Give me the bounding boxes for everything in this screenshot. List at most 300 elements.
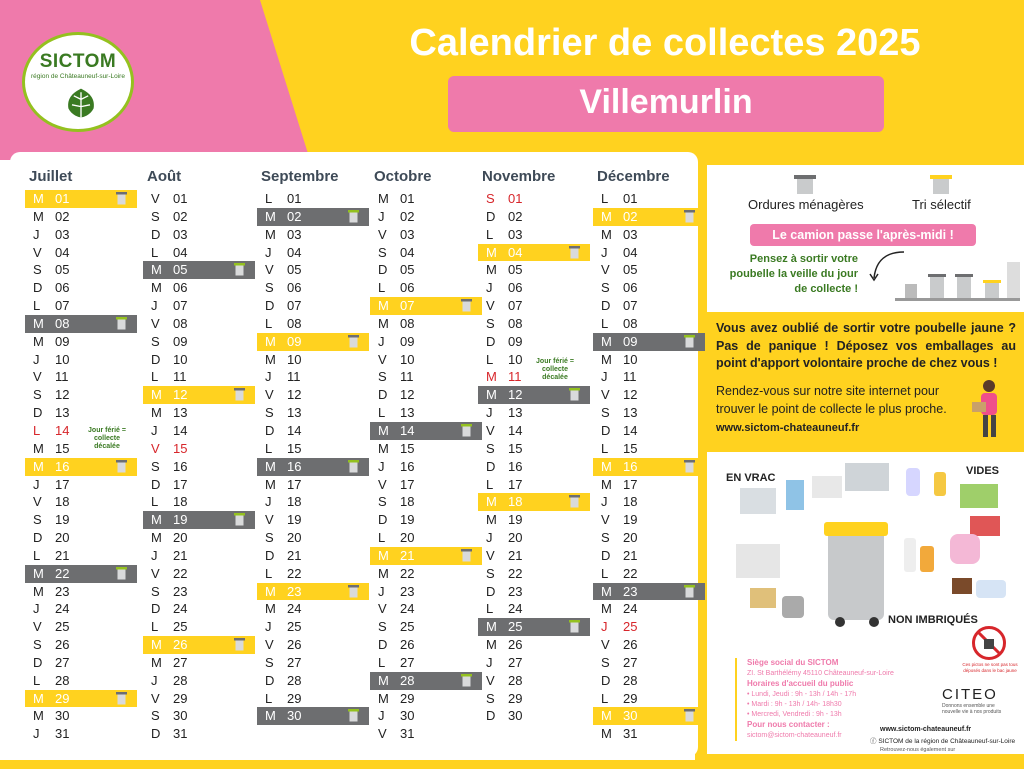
day-row (25, 333, 137, 351)
day-number: 19 (508, 512, 523, 528)
bin-icon (461, 424, 472, 437)
month-column (257, 168, 369, 725)
day-number: 21 (623, 547, 638, 563)
bin-icon (569, 388, 580, 401)
day-letter: J (151, 298, 158, 314)
day-letter: M (265, 708, 276, 724)
day-number: 16 (173, 458, 188, 474)
day-letter: S (265, 654, 274, 670)
day-letter: V (33, 494, 42, 510)
day-letter: D (33, 405, 43, 421)
day-letter: M (33, 333, 44, 349)
day-number: 05 (400, 262, 415, 278)
day-row (143, 654, 255, 672)
bin-icon (684, 709, 695, 722)
day-row (25, 386, 137, 404)
day-row (143, 315, 255, 333)
bin-icon (116, 317, 127, 330)
day-holiday (143, 440, 255, 458)
day-row (143, 422, 255, 440)
day-number: 01 (400, 191, 415, 206)
day-letter: M (33, 208, 44, 224)
day-number: 11 (623, 369, 637, 385)
day-letter: M (265, 226, 276, 242)
day-number: 20 (508, 530, 523, 546)
day-row (478, 315, 590, 333)
leaf-icon (63, 85, 99, 121)
day-number: 15 (55, 440, 70, 456)
day-row (25, 618, 137, 636)
day-row (257, 565, 369, 583)
day-tri-selectif (25, 690, 137, 708)
day-number: 04 (173, 244, 188, 260)
day-letter: S (601, 405, 610, 421)
day-row (257, 600, 369, 618)
day-number: 11 (508, 369, 522, 385)
day-number: 02 (623, 208, 638, 224)
day-letter: V (486, 422, 495, 438)
day-row (593, 636, 705, 654)
day-number: 16 (55, 458, 70, 474)
day-letter: D (601, 547, 611, 563)
day-number: 14 (400, 422, 415, 438)
day-row (257, 244, 369, 262)
day-number: 13 (623, 405, 638, 421)
day-number: 12 (55, 387, 70, 403)
day-row (143, 208, 255, 226)
day-number: 05 (623, 262, 638, 278)
day-tri-selectif (593, 208, 705, 226)
day-row (593, 244, 705, 262)
day-letter: J (33, 351, 40, 367)
day-letter: M (378, 690, 389, 706)
day-number: 25 (55, 619, 70, 635)
day-number: 07 (400, 298, 415, 314)
day-row (593, 725, 705, 743)
day-number: 06 (623, 280, 638, 296)
day-letter: M (151, 654, 162, 670)
day-letter: M (33, 690, 44, 706)
page-title: Calendrier de collectes 2025 (409, 22, 921, 64)
day-number: 12 (623, 387, 638, 403)
day-letter: M (33, 565, 44, 581)
logo-subtitle: région de Châteauneuf-sur-Loire (31, 73, 125, 80)
day-number: 08 (400, 315, 415, 331)
day-row (593, 279, 705, 297)
day-letter: J (486, 654, 493, 670)
day-letter: L (151, 494, 159, 510)
day-row (370, 368, 482, 386)
day-letter: M (486, 387, 497, 403)
day-row (143, 725, 255, 743)
day-letter: L (265, 191, 273, 206)
day-letter: M (265, 476, 276, 492)
day-number: 26 (508, 637, 523, 653)
day-row (257, 690, 369, 708)
day-row (257, 547, 369, 565)
day-number: 21 (400, 547, 415, 563)
day-row (257, 297, 369, 315)
bin-icon (348, 709, 359, 722)
day-letter: L (151, 369, 159, 385)
day-row (593, 600, 705, 618)
day-ordures (143, 511, 255, 529)
day-number: 29 (287, 690, 302, 706)
month-name: Novembre (482, 168, 556, 185)
day-letter: M (33, 708, 44, 724)
day-number: 12 (173, 387, 188, 403)
day-letter: V (601, 387, 610, 403)
day-row (257, 493, 369, 511)
day-number: 26 (400, 637, 415, 653)
day-letter: V (265, 262, 274, 278)
day-letter: D (378, 262, 388, 278)
month-column (593, 168, 705, 743)
day-number: 06 (508, 280, 523, 296)
day-number: 17 (400, 476, 415, 492)
day-ordures (370, 672, 482, 690)
day-row (370, 493, 482, 511)
yellow-bin-icon (928, 175, 954, 195)
day-number: 15 (623, 440, 638, 456)
day-row (593, 493, 705, 511)
day-number: 18 (508, 494, 523, 510)
bins-street-icon (895, 262, 1020, 307)
bin-icon (348, 460, 359, 473)
day-number: 10 (287, 351, 302, 367)
day-number: 14 (623, 422, 638, 438)
day-row (593, 351, 705, 369)
horaires-title: Horaires d'accueil du public (747, 679, 854, 688)
day-row (593, 565, 705, 583)
day-letter: M (33, 440, 44, 456)
day-letter: M (151, 637, 162, 653)
website-link[interactable]: www.sictom-chateauneuf.fr (716, 422, 860, 434)
day-number: 31 (55, 726, 70, 742)
day-number: 07 (173, 298, 188, 314)
day-row (143, 618, 255, 636)
day-row (257, 636, 369, 654)
day-letter: V (151, 690, 160, 706)
day-row (370, 618, 482, 636)
day-number: 23 (55, 583, 70, 599)
day-letter: L (265, 565, 273, 581)
day-letter: M (601, 476, 612, 492)
day-row (143, 493, 255, 511)
day-row (370, 404, 482, 422)
day-number: 08 (173, 315, 188, 331)
day-letter: M (265, 351, 276, 367)
day-row (370, 279, 482, 297)
day-number: 03 (55, 226, 70, 242)
bin-icon (684, 585, 695, 598)
day-letter: M (265, 208, 276, 224)
day-letter: M (601, 351, 612, 367)
day-holiday (593, 618, 705, 636)
day-row (25, 547, 137, 565)
day-number: 14 (287, 422, 302, 438)
day-number: 17 (623, 476, 638, 492)
day-letter: L (601, 440, 609, 456)
day-row (593, 422, 705, 440)
bin-icon (461, 299, 472, 312)
day-row (257, 476, 369, 494)
holiday-note-july: Jour férié = collecte décalée (88, 427, 126, 450)
day-letter: D (486, 208, 496, 224)
day-letter: V (265, 637, 274, 653)
day-letter: M (378, 547, 389, 563)
day-row (143, 476, 255, 494)
day-row (257, 511, 369, 529)
bottom-yellow-strip (0, 760, 1024, 769)
day-letter: M (601, 708, 612, 724)
citeo-logo: CITEO (942, 686, 998, 703)
day-letter: V (378, 601, 387, 617)
day-letter: S (151, 333, 160, 349)
day-row (257, 315, 369, 333)
day-number: 13 (400, 405, 415, 421)
day-letter: V (151, 191, 160, 206)
day-number: 21 (287, 547, 302, 563)
day-letter: L (151, 619, 159, 635)
footer-website[interactable]: www.sictom-chateauneuf.fr (880, 726, 972, 733)
holiday-note-november: Jour férié = collecte décalée (536, 358, 574, 381)
day-letter: S (486, 565, 495, 581)
day-letter: M (601, 458, 612, 474)
day-letter: M (378, 440, 389, 456)
day-number: 29 (400, 690, 415, 706)
day-letter: D (378, 637, 388, 653)
day-letter: S (33, 512, 42, 528)
day-number: 01 (508, 191, 523, 206)
label-non-imbriques: NON IMBRIQUÉS (888, 614, 978, 626)
day-row (370, 725, 482, 743)
day-row (478, 654, 590, 672)
day-number: 18 (55, 494, 70, 510)
day-number: 26 (623, 637, 638, 653)
day-row (143, 297, 255, 315)
day-letter: L (378, 405, 386, 421)
day-row (25, 583, 137, 601)
day-letter: V (601, 512, 610, 528)
day-number: 28 (287, 672, 302, 688)
day-row (25, 368, 137, 386)
day-letter: M (151, 512, 162, 528)
day-letter: V (601, 262, 610, 278)
day-row (25, 725, 137, 743)
day-letter: S (378, 244, 387, 260)
day-letter: M (265, 601, 276, 617)
day-letter: D (601, 422, 611, 438)
day-letter: V (486, 547, 495, 563)
day-row (478, 529, 590, 547)
bin-icon (234, 513, 245, 526)
day-ordures (257, 707, 369, 725)
day-row (143, 404, 255, 422)
day-row (25, 493, 137, 511)
footer-facebook[interactable] (870, 736, 1015, 745)
day-letter: L (486, 601, 494, 617)
day-letter: L (265, 315, 273, 331)
day-row (370, 600, 482, 618)
day-letter: M (265, 458, 276, 474)
day-number: 16 (287, 458, 302, 474)
day-letter: D (486, 583, 496, 599)
day-number: 10 (623, 351, 638, 367)
day-letter: V (486, 298, 495, 314)
month-name: Septembre (261, 168, 339, 185)
day-letter: J (486, 405, 493, 421)
day-row (478, 565, 590, 583)
contact-email[interactable]: sictom@sictom-chateauneuf.fr (747, 732, 842, 739)
day-row (257, 618, 369, 636)
label-vides: VIDES (966, 465, 1000, 477)
day-letter: M (486, 637, 497, 653)
day-row (257, 261, 369, 279)
hours-1: • Lundi, Jeudi : 9h - 13h / 14h - 17h (747, 691, 857, 698)
day-letter: V (378, 351, 387, 367)
day-row (593, 476, 705, 494)
day-number: 07 (508, 298, 523, 314)
day-tri-selectif (143, 386, 255, 404)
day-row (593, 190, 705, 208)
day-letter: M (33, 458, 44, 474)
day-number: 20 (623, 530, 638, 546)
day-number: 27 (55, 654, 70, 670)
footer-also: Retrouvez-nous également sur (880, 747, 956, 753)
day-row (370, 315, 482, 333)
day-letter: D (486, 458, 496, 474)
afternoon-pill: Le camion passe l'après-midi ! (750, 224, 976, 246)
day-number: 19 (287, 512, 302, 528)
bin-icon (569, 620, 580, 633)
day-letter: S (265, 405, 274, 421)
day-number: 10 (173, 351, 188, 367)
day-letter: M (486, 494, 497, 510)
day-number: 23 (173, 583, 188, 599)
day-letter: M (378, 565, 389, 581)
day-letter: V (265, 387, 274, 403)
day-letter: M (378, 315, 389, 331)
day-letter: S (265, 280, 274, 296)
day-letter: D (486, 333, 496, 349)
day-row (25, 297, 137, 315)
day-number: 20 (173, 530, 188, 546)
day-ordures (143, 261, 255, 279)
city-banner (448, 76, 884, 132)
month-name: Juillet (29, 168, 73, 185)
day-letter: J (151, 422, 158, 438)
month-name: Octobre (374, 168, 432, 185)
website-message: Rendez-vous sur notre site internet pour trouver le point de collecte le plus proche. (716, 384, 947, 416)
bin-icon (569, 495, 580, 508)
day-tri-selectif (370, 547, 482, 565)
day-row (143, 547, 255, 565)
day-letter: M (151, 387, 162, 403)
day-row (25, 261, 137, 279)
day-tri-selectif (478, 493, 590, 511)
day-number: 02 (173, 208, 188, 224)
day-letter: M (486, 512, 497, 528)
facebook-icon: ⓕ (870, 738, 879, 745)
bin-icon (461, 549, 472, 562)
day-letter: M (33, 191, 44, 206)
day-number: 02 (508, 208, 523, 224)
day-number: 15 (400, 440, 415, 456)
day-letter: J (265, 244, 272, 260)
contact-title: Pour nous contacter : (747, 720, 830, 729)
gray-bin-icon (792, 175, 818, 195)
day-number: 13 (287, 405, 302, 421)
day-letter: L (486, 351, 494, 367)
day-letter: M (601, 726, 612, 742)
day-letter: V (151, 315, 160, 331)
day-letter: V (33, 244, 42, 260)
day-number: 06 (400, 280, 415, 296)
day-row (478, 440, 590, 458)
day-number: 15 (173, 440, 188, 456)
bin-icon (684, 210, 695, 223)
day-number: 30 (55, 708, 70, 724)
day-number: 31 (173, 726, 188, 742)
day-letter: V (486, 672, 495, 688)
day-ordures (593, 333, 705, 351)
day-number: 19 (400, 512, 415, 528)
day-number: 03 (400, 226, 415, 242)
day-row (25, 636, 137, 654)
day-number: 02 (287, 208, 302, 224)
day-number: 12 (508, 387, 523, 403)
day-letter: S (601, 280, 610, 296)
day-number: 24 (173, 601, 188, 617)
day-row (593, 440, 705, 458)
day-letter: J (601, 369, 608, 385)
day-number: 06 (173, 280, 188, 296)
day-row (143, 368, 255, 386)
day-number: 30 (623, 708, 638, 724)
day-letter: S (33, 262, 42, 278)
day-letter: S (486, 315, 495, 331)
day-number: 18 (173, 494, 188, 510)
day-letter: J (486, 530, 493, 546)
bin-icon (116, 460, 127, 473)
day-letter: D (378, 387, 388, 403)
day-number: 13 (55, 405, 70, 421)
day-number: 24 (55, 601, 70, 617)
day-letter: D (378, 512, 388, 528)
day-row (143, 672, 255, 690)
day-row (478, 279, 590, 297)
day-row (370, 565, 482, 583)
day-row (370, 226, 482, 244)
day-number: 23 (287, 583, 302, 599)
day-row (593, 404, 705, 422)
day-tri-selectif (257, 333, 369, 351)
day-number: 22 (173, 565, 188, 581)
day-number: 01 (287, 191, 302, 206)
day-number: 24 (287, 601, 302, 617)
day-letter: M (265, 333, 276, 349)
day-number: 27 (400, 654, 415, 670)
day-number: 25 (400, 619, 415, 635)
day-number: 13 (508, 405, 523, 421)
day-letter: L (265, 440, 273, 456)
day-letter: L (486, 476, 494, 492)
day-number: 18 (623, 494, 638, 510)
day-row (143, 244, 255, 262)
day-letter: M (486, 619, 497, 635)
day-letter: M (378, 191, 389, 206)
